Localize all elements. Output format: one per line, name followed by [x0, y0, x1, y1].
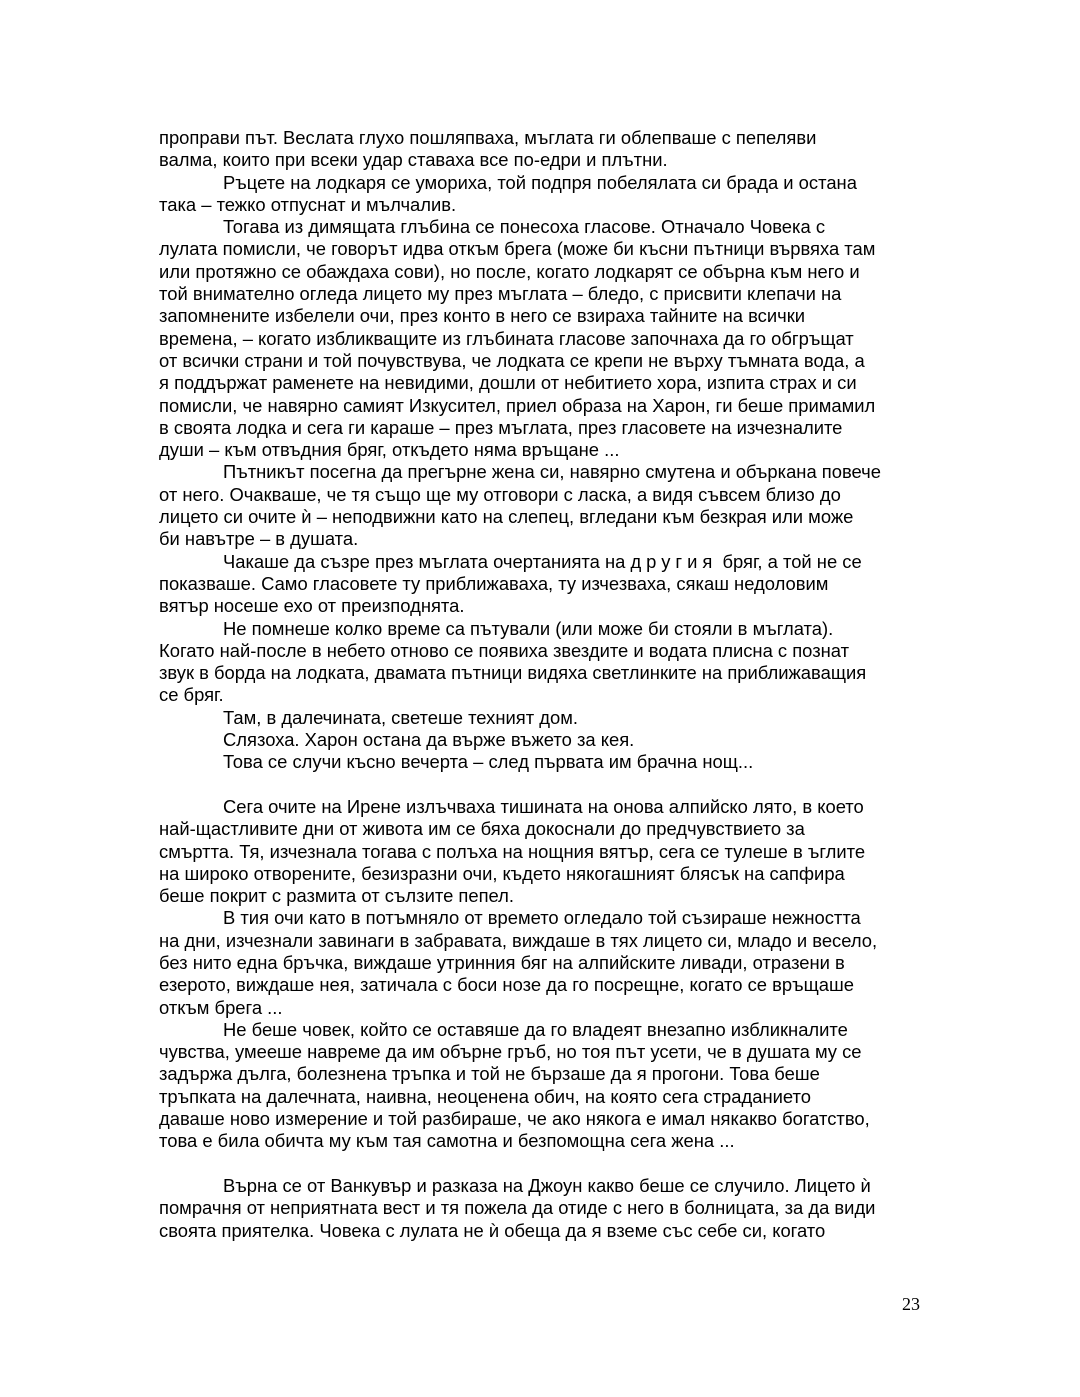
text-line: на широко отворените, безизразни очи, където някогашният блясък на сапфира — [159, 862, 845, 884]
text-line: откъм брега ... — [159, 996, 283, 1018]
text-line: времена, – когато избликващите из глъбината гласове започнаха да го обгръщат — [159, 327, 854, 349]
text-line: лулата помисли, че говорът идва откъм брега (може би късни пътници вървяха там — [159, 238, 876, 260]
text-line: най-щастливите дни от живота им се бяха докоснали до предчувствието за — [159, 818, 805, 840]
text-line: своята приятелка. Човека с лулата не ѝ обеща да я вземе със себе си, когато — [159, 1219, 826, 1241]
paragraph-start: Не помнеше колко време са пътували (или може би стояли в мъглата). — [223, 617, 834, 639]
text-line: валма, които при всеки удар ставаха все по-едри и плътни. — [159, 149, 668, 171]
paragraph-start: Слязоха. Харон остана да върже въжето за кея. — [223, 729, 635, 751]
text-line: езерото, виждаше нея, затичала с боси нозе да го посрещне, когато се връщаше — [159, 974, 854, 996]
text-line: помрачня от неприятната вест и тя пожела да отиде с него в болницата, за да види — [159, 1197, 876, 1219]
text-line: в своята лодка и сега ги караше – през мъглата, през гласовете на изчезналите — [159, 416, 843, 438]
text-line: тръпката на далечната, наивна, неоценена обич, на която сега страданието — [159, 1085, 811, 1107]
text-line: проправи път. Веслата глухо пошляпваха, мъглата ги облепваше с пепеляви — [159, 127, 817, 148]
text-segment: бряг, а той не се — [717, 550, 862, 572]
text-line: без нито една бръчка, виждаше утринния бяг на алпийските ливади, отразени в — [159, 951, 845, 973]
paragraph-start: Това се случи късно вечерта – след първата им брачна нощ... — [223, 751, 754, 773]
paragraph-start: Пътникът посегна да прегърне жена си, навярно смутена и объркана повече — [223, 461, 881, 483]
text-line: от него. Очакваше, че тя също ще му отговори с ласка, а видя съвсем близо до — [159, 483, 841, 505]
text-line: беше покрит с размита от сълзите пепел. — [159, 885, 515, 907]
text-line: лицето си очите ѝ – неподвижни като на слепец, вгледани към безкрая или може — [159, 506, 854, 528]
text-line: той внимателно огледа лицето му през мъглата – бледо, с присвити клепачи на — [159, 283, 842, 305]
text-line: така – тежко отпуснат и мълчалив. — [159, 193, 457, 215]
paragraph-start: Върна се от Ванкувър и разказа на Джоун какво беше се случило. Лицето ѝ — [223, 1174, 871, 1196]
paragraph-start: Ръцете на лодкаря се умориха, той подпря побелялата си брада и остана — [223, 171, 857, 193]
text-line: я поддържат раменете на невидими, дошли от небитието хора, изпита страх и си — [159, 372, 857, 394]
text-line: от всички страни и той почувствува, че лодката се крепи не върху тъмната вода, а — [159, 349, 865, 371]
text-line: Когато най-после в небето отново се появиха звездите и водата плисна с познат — [159, 639, 850, 661]
text-line: задържа дълга, болезнена тръпка и той не бързаше да я прогони. Това беше — [159, 1063, 820, 1085]
blank-line — [159, 1153, 929, 1175]
paragraph-start: Там, в далечината, светеше техният дом. — [223, 706, 578, 728]
text-line: вятър носеше ехо от преизподнята. — [159, 595, 465, 617]
text-line: души – към отвъдния бряг, откъдето няма връщане ... — [159, 439, 620, 461]
text-line: би навътре – в душата. — [159, 528, 359, 550]
paragraph-start: Тогава из димящата глъбина се понесоха гласове. Отначало Човека с — [223, 216, 826, 238]
text-line: показваше. Само гласовете ту приближаваха, ту изчезваха, сякаш недоловим — [159, 572, 829, 594]
text-line: помисли, че навярно самият Изкусител, приел образа на Харон, ги беше примамил — [159, 394, 876, 416]
text-line: или протяжно се обаждаха сови), но после, когато лодкарят се обърна към него и — [159, 260, 860, 282]
body-text — [159, 127, 929, 1242]
paragraph-start: В тия очи като в потъмняло от времето огледало той съзираше нежността — [223, 907, 861, 929]
text-line: на дни, изчезнали завинаги в забравата, виждаше в тях лицето си, младо и весело, — [159, 929, 878, 951]
text-line: звук в борда на лодката, двамата пътници видяха светлинките на приближаващия — [159, 662, 867, 684]
page-number: 23 — [902, 1294, 920, 1314]
text-line: чувства, умееше навреме да им обърне гръб, но тоя път усети, че в душата му се — [159, 1041, 862, 1063]
text-line: даваше ново измерение и той разбираше, че ако някога е имал някакво богатство, — [159, 1108, 870, 1130]
paragraph-start: Не беше човек, който се оставяше да го владеят внезапно избликналите — [223, 1018, 848, 1040]
paragraph-start: Сега очите на Ирене излъчваха тишината на онова алпийско лято, в което — [223, 795, 864, 817]
text-line: това е била обичта му към тая самотна и безпомощна сега жена ... — [159, 1130, 735, 1152]
text-segment: Чакаше да съзре през мъглата очертанията на — [223, 550, 631, 572]
blank-line — [159, 774, 929, 796]
emphasized-word: другия — [630, 550, 718, 572]
paragraph-start — [159, 551, 929, 573]
text-line: се бряг. — [159, 684, 224, 706]
text-line: смъртта. Тя, изчезнала тогава с полъха на нощния вятър, сега се тулеше в ъглите — [159, 840, 866, 862]
text-line: запомнените избелели очи, през конто в него се взираха тайните на всички — [159, 305, 806, 327]
